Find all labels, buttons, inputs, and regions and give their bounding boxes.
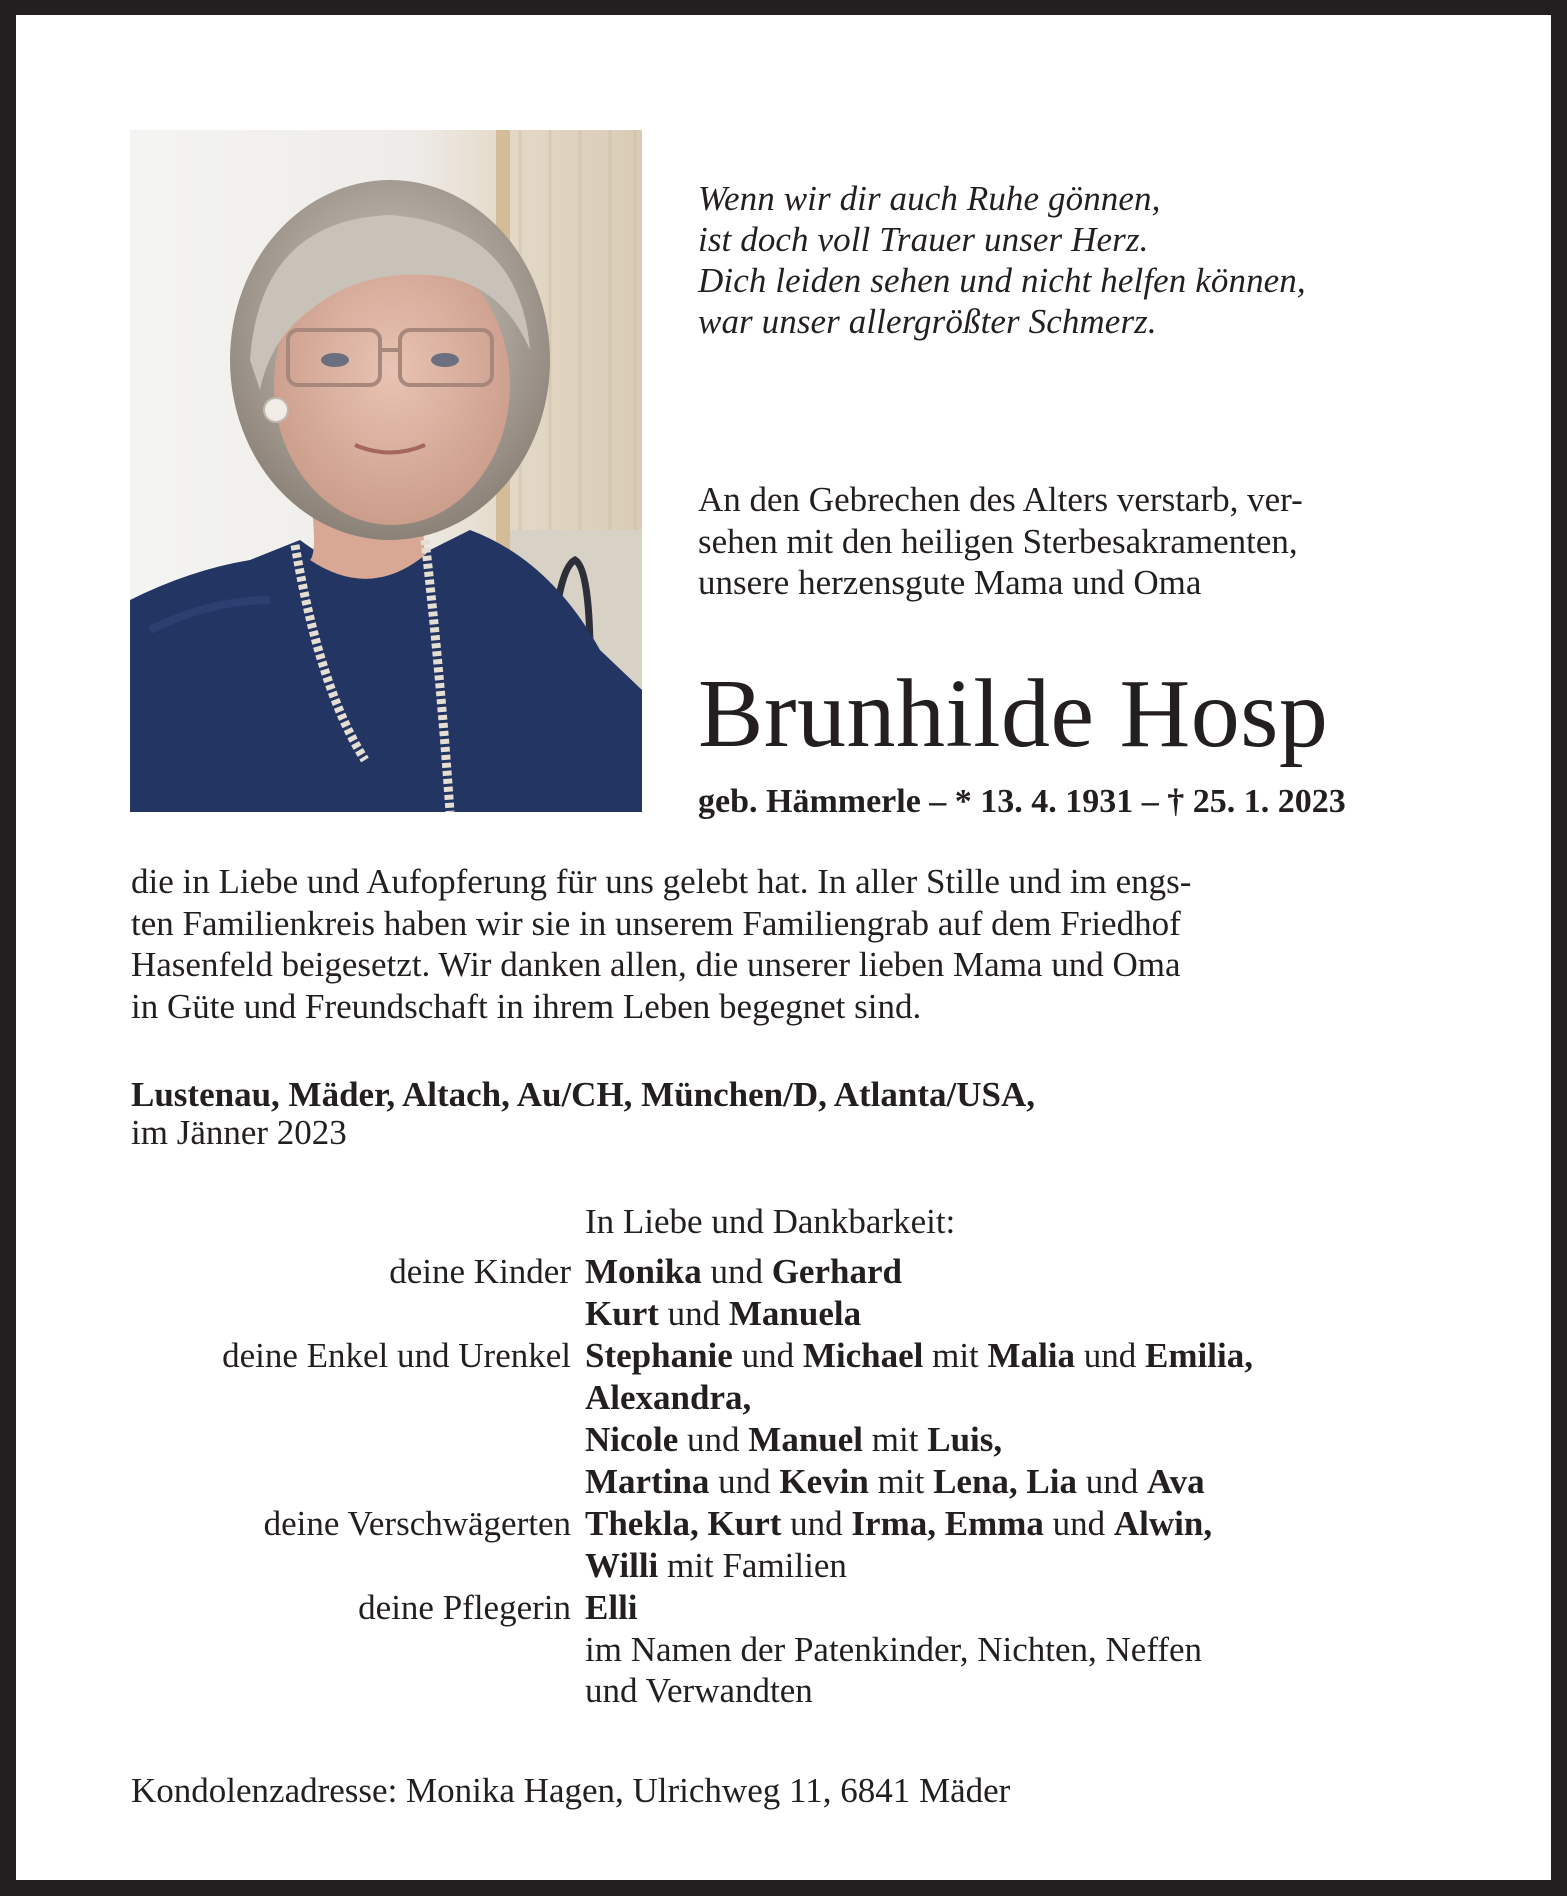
family-member-name: Manuel (748, 1420, 864, 1459)
family-row-label: deine Kinder (389, 1252, 571, 1291)
family-member-name: Martina (585, 1462, 710, 1501)
family-member-name: Elli (585, 1588, 638, 1627)
body-line: ten Familienkreis haben wir sie in unserem Familiengrab auf dem Friedhof (131, 904, 1181, 943)
connector-text: und (732, 1336, 803, 1375)
family-member-name: Ava (1146, 1462, 1205, 1501)
poem-line: ist doch voll Trauer unser Herz. (698, 220, 1149, 259)
body-line: die in Liebe und Aufopferung für uns gelebt hat. In aller Stille und im engs- (131, 862, 1192, 901)
family-member-name: Kevin (779, 1462, 869, 1501)
family-member-name: Willi (585, 1546, 659, 1585)
connector-text: und (1043, 1504, 1114, 1543)
family-row-names (585, 1380, 751, 1415)
connector-text: und (701, 1252, 772, 1291)
poem-line: Dich leiden sehen und nicht helfen können, (698, 261, 1306, 300)
family-member-name: Irma, Emma (851, 1504, 1044, 1543)
family-member-name: Michael (802, 1336, 924, 1375)
intro-line: sehen mit den heiligen Sterbesakramenten, (698, 522, 1298, 561)
connector-text: und (1076, 1462, 1147, 1501)
family-member-name: Alexandra, (585, 1378, 752, 1417)
family-row-names (585, 1506, 1212, 1541)
date-line: im Jänner 2023 (131, 1113, 347, 1152)
condolence-address: Kondolenzadresse: Monika Hagen, Ulrichweg 11, 6841 Mäder (131, 1771, 1011, 1810)
intro-line: unsere herzensgute Mama und Oma (698, 563, 1202, 602)
birth-death-dates: geb. Hämmerle – * 13. 4. 1931 – † 25. 1. 2023 (698, 783, 1346, 820)
connector-text: mit (868, 1462, 934, 1501)
family-member-name: Luis, (927, 1420, 1003, 1459)
family-member-name: Nicole (585, 1420, 679, 1459)
family-row-names (585, 1254, 902, 1289)
connector-text: mit (923, 1336, 988, 1375)
connector-text: und (781, 1504, 852, 1543)
family-member-name: Alwin, (1113, 1504, 1213, 1543)
family-member-name: Lena, Lia (933, 1462, 1077, 1501)
family-row-names (585, 1548, 847, 1583)
connector-text: und (658, 1294, 729, 1333)
family-row-label: deine Verschwägerten (263, 1504, 571, 1543)
family-member-name: Emilia, (1145, 1336, 1253, 1375)
connector-text: mit Familien (658, 1546, 847, 1585)
family-member-name: Monika (585, 1252, 702, 1291)
obituary-notice (16, 15, 1551, 1880)
family-member-name: Stephanie (585, 1336, 733, 1375)
family-member-name: Gerhard (771, 1252, 902, 1291)
family-row-names (585, 1590, 638, 1625)
connector-text: und (678, 1420, 749, 1459)
family-member-name: Malia (987, 1336, 1076, 1375)
body-line: Hasenfeld beigesetzt. Wir danken allen, die unserer lieben Mama und Oma (131, 945, 1181, 984)
family-member-name: Kurt (585, 1294, 659, 1333)
family-row-names (585, 1338, 1253, 1373)
places-line: Lustenau, Mäder, Altach, Au/CH, München/D, Atlanta/USA, (131, 1075, 1035, 1114)
family-row-names (585, 1422, 1002, 1457)
family-row-names (585, 1632, 1202, 1667)
portrait-illustration (130, 130, 642, 812)
portrait-photo (130, 130, 642, 812)
family-row-names (585, 1673, 813, 1708)
body-line: in Güte und Freundschaft in ihrem Leben begegnet sind. (131, 987, 922, 1026)
connector-text: und (709, 1462, 780, 1501)
connector-text: und Verwandten (585, 1671, 813, 1710)
connector-text: mit (863, 1420, 928, 1459)
poem-line: war unser allergrößter Schmerz. (698, 302, 1157, 341)
family-row-label: deine Pflegerin (358, 1588, 571, 1627)
family-row-label: deine Enkel und Urenkel (222, 1336, 571, 1375)
poem-line: Wenn wir dir auch Ruhe gönnen, (698, 179, 1161, 218)
connector-text: im Namen der Patenkinder, Nichten, Neffen (585, 1630, 1203, 1669)
family-row-names (585, 1464, 1205, 1499)
family-member-name: Manuela (728, 1294, 862, 1333)
family-member-name: Thekla, Kurt (585, 1504, 782, 1543)
connector-text: und (1075, 1336, 1146, 1375)
family-heading: In Liebe und Dankbarkeit: (585, 1202, 956, 1241)
intro-line: An den Gebrechen des Alters verstarb, ver- (698, 480, 1303, 519)
family-row-names (585, 1296, 861, 1331)
deceased-name: Brunhilde Hosp (698, 660, 1329, 768)
